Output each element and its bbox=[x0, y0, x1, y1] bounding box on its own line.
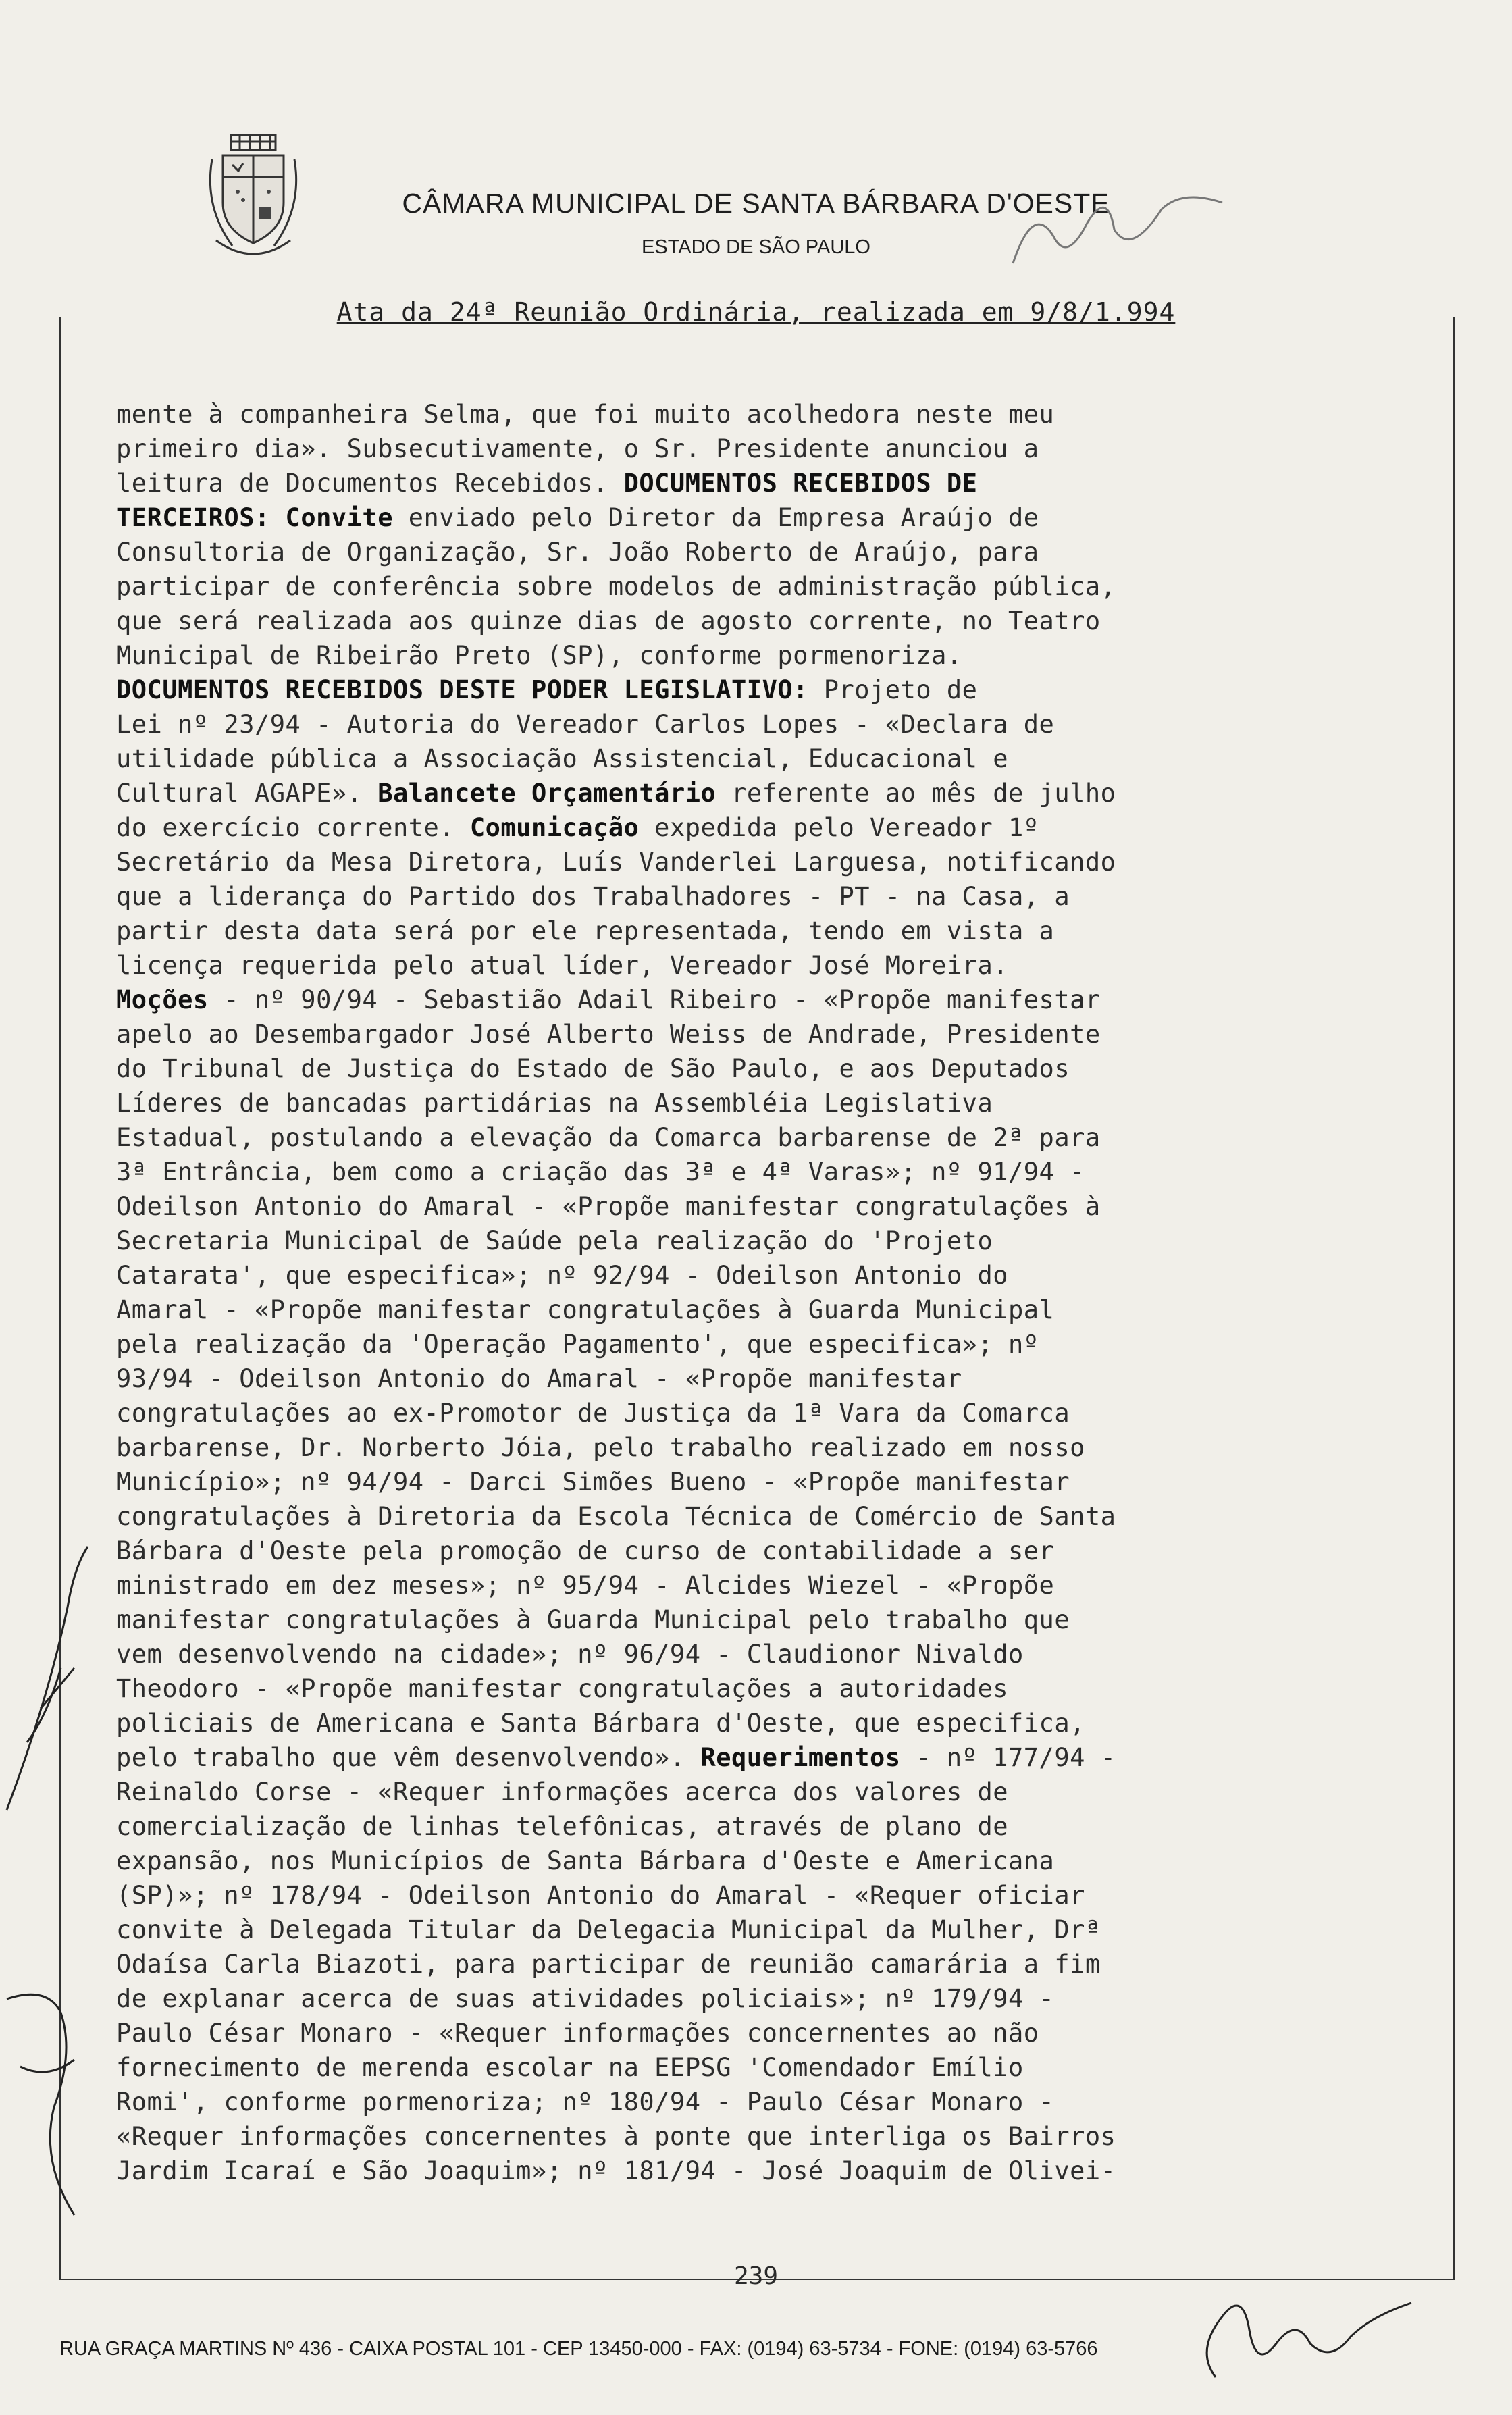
signature-margin-bottom-left bbox=[0, 1958, 108, 2229]
text-segment: do exercício corrente. bbox=[116, 813, 470, 842]
text-segment: «Requer informações concernentes à ponte que interliga os Bairros bbox=[116, 2122, 1116, 2151]
text-segment: que será realizada aos quinze dias de agosto corrente, no Teatro bbox=[116, 606, 1101, 635]
text-line bbox=[116, 535, 1451, 569]
organization-name: CÂMARA MUNICIPAL DE SANTA BÁRBARA D'OESTE bbox=[402, 188, 1110, 219]
text-segment: ministrado em dez meses»; nº 95/94 - Alcides Wiezel - «Propõe bbox=[116, 1571, 1055, 1600]
text-segment: Lei nº 23/94 - Autoria do Vereador Carlos Lopes - «Declara de bbox=[116, 710, 1055, 739]
text-segment: pela realização da 'Operação Pagamento', que especifica»; nº bbox=[116, 1330, 1039, 1359]
signature-top bbox=[999, 196, 1243, 290]
text-segment: Cultural AGAPE». bbox=[116, 779, 378, 808]
text-line bbox=[116, 776, 1451, 810]
text-line bbox=[116, 1258, 1451, 1293]
text-segment: primeiro dia». Subsecutivamente, o Sr. Presidente anunciou a bbox=[116, 434, 1039, 463]
text-line bbox=[116, 742, 1451, 776]
text-segment: apelo ao Desembargador José Alberto Weiss de Andrade, Presidente bbox=[116, 1020, 1101, 1049]
text-segment: - nº 90/94 - Sebastião Adail Ribeiro - «Propõe manifestar bbox=[208, 985, 1101, 1014]
text-line bbox=[116, 1327, 1451, 1361]
text-line bbox=[116, 1155, 1451, 1189]
text-segment: participar de conferência sobre modelos de administração pública, bbox=[116, 572, 1116, 601]
text-line bbox=[116, 1775, 1451, 1809]
text-line bbox=[116, 1293, 1451, 1327]
text-segment: Consultoria de Organização, Sr. João Roberto de Araújo, para bbox=[116, 538, 1039, 567]
text-segment: Paulo César Monaro - «Requer informações concernentes ao não bbox=[116, 2019, 1039, 2048]
signature-margin-left bbox=[0, 1540, 95, 1823]
text-segment: 3ª Entrância, bem como a criação das 3ª e 4ª Varas»; nº 91/94 - bbox=[116, 1158, 1085, 1187]
text-segment: partir desta data será por ele representada, tendo em vista a bbox=[116, 916, 1055, 945]
text-line bbox=[116, 2050, 1451, 2085]
text-segment: do Tribunal de Justiça do Estado de São Paulo, e aos Deputados bbox=[116, 1054, 1070, 1083]
text-line bbox=[116, 500, 1451, 535]
text-segment: barbarense, Dr. Norberto Jóia, pelo trabalho realizado em nosso bbox=[116, 1433, 1085, 1462]
text-segment: licença requerida pelo atual líder, Vereador José Moreira. bbox=[116, 951, 1009, 980]
text-line bbox=[116, 2085, 1451, 2119]
text-segment: congratulações ao ex-Promotor de Justiça da 1ª Vara da Comarca bbox=[116, 1399, 1070, 1428]
text-segment: Amaral - «Propõe manifestar congratulações à Guarda Municipal bbox=[116, 1295, 1055, 1324]
text-line bbox=[116, 1706, 1451, 1740]
text-line bbox=[116, 1981, 1451, 2016]
right-margin-rule bbox=[1453, 317, 1455, 2279]
text-line bbox=[116, 638, 1451, 673]
text-line bbox=[116, 1051, 1451, 1086]
text-line bbox=[116, 1637, 1451, 1671]
text-segment: comercialização de linhas telefônicas, através de plano de bbox=[116, 1812, 1009, 1841]
signature-bottom bbox=[1189, 2229, 1418, 2384]
text-segment: Catarata', que especifica»; nº 92/94 - Odeilson Antonio do bbox=[116, 1261, 1009, 1290]
text-segment: Municipal de Ribeirão Preto (SP), conforme pormenoriza. bbox=[116, 641, 962, 670]
text-line bbox=[116, 1878, 1451, 1913]
text-line bbox=[116, 2119, 1451, 2154]
text-line bbox=[116, 1499, 1451, 1534]
text-line bbox=[116, 1947, 1451, 1981]
text-line bbox=[116, 1396, 1451, 1430]
text-line bbox=[116, 432, 1451, 466]
text-line bbox=[116, 1603, 1451, 1637]
text-line bbox=[116, 1740, 1451, 1775]
text-segment: fornecimento de merenda escolar na EEPSG 'Comendador Emílio bbox=[116, 2053, 1024, 2082]
text-segment: Estadual, postulando a elevação da Comarca barbarense de 2ª para bbox=[116, 1123, 1101, 1152]
text-segment: pelo trabalho que vêm desenvolvendo». bbox=[116, 1743, 701, 1772]
text-line bbox=[116, 1120, 1451, 1155]
text-segment bbox=[270, 503, 286, 532]
text-line bbox=[116, 845, 1451, 879]
text-segment: Odeilson Antonio do Amaral - «Propõe manifestar congratulações à bbox=[116, 1192, 1101, 1221]
text-segment: Bárbara d'Oeste pela promoção de curso de contabilidade a ser bbox=[116, 1536, 1055, 1565]
text-segment: Secretário da Mesa Diretora, Luís Vanderlei Larguesa, notificando bbox=[116, 848, 1116, 877]
text-line bbox=[116, 914, 1451, 948]
text-segment: manifestar congratulações à Guarda Municipal pelo trabalho que bbox=[116, 1605, 1070, 1634]
text-line bbox=[116, 1430, 1451, 1465]
text-line bbox=[116, 569, 1451, 604]
bold-heading: DOCUMENTOS RECEBIDOS DESTE PODER LEGISLATIVO: bbox=[116, 675, 808, 704]
text-segment: de explanar acerca de suas atividades policiais»; nº 179/94 - bbox=[116, 1984, 1055, 2013]
text-line bbox=[116, 1844, 1451, 1878]
text-line bbox=[116, 466, 1451, 500]
text-line bbox=[116, 1913, 1451, 1947]
text-line bbox=[116, 1568, 1451, 1603]
bold-heading: Balancete Orçamentário bbox=[377, 779, 716, 808]
text-segment: policiais de Americana e Santa Bárbara d'Oeste, que especifica, bbox=[116, 1709, 1085, 1738]
text-segment: convite à Delegada Titular da Delegacia Municipal da Mulher, Drª bbox=[116, 1915, 1101, 1944]
text-segment: Odaísa Carla Biazoti, para participar de reunião camarária a fim bbox=[116, 1950, 1101, 1979]
minutes-body bbox=[116, 397, 1451, 2188]
text-line bbox=[116, 1224, 1451, 1258]
text-line bbox=[116, 983, 1451, 1017]
text-line bbox=[116, 1465, 1451, 1499]
text-segment: Theodoro - «Propõe manifestar congratulações a autoridades bbox=[116, 1674, 1009, 1703]
bold-heading: Moções bbox=[116, 985, 209, 1014]
text-line bbox=[116, 2154, 1451, 2188]
text-line bbox=[116, 879, 1451, 914]
text-segment: que a liderança do Partido dos Trabalhadores - PT - na Casa, a bbox=[116, 882, 1070, 911]
text-segment: mente à companheira Selma, que foi muito acolhedora neste meu bbox=[116, 400, 1055, 429]
text-line bbox=[116, 1361, 1451, 1396]
document-title: Ata da 24ª Reunião Ordinária, realizada em 9/8/1.994 bbox=[336, 297, 1176, 327]
text-segment: vem desenvolvendo na cidade»; nº 96/94 - Claudionor Nivaldo bbox=[116, 1640, 1024, 1669]
text-segment: referente ao mês de julho bbox=[716, 779, 1116, 808]
text-line bbox=[116, 1017, 1451, 1051]
text-segment: Secretaria Municipal de Saúde pela realização do 'Projeto bbox=[116, 1226, 993, 1255]
text-segment: enviado pelo Diretor da Empresa Araújo de bbox=[392, 503, 1039, 532]
text-line bbox=[116, 397, 1451, 432]
text-line bbox=[116, 1086, 1451, 1120]
page-number: 239 bbox=[733, 2262, 779, 2290]
organization-state: ESTADO DE SÃO PAULO bbox=[642, 236, 870, 258]
bold-heading: Comunicação bbox=[469, 813, 640, 842]
text-segment: expedida pelo Vereador 1º bbox=[639, 813, 1039, 842]
text-line bbox=[116, 673, 1451, 707]
footer-address: RUA GRAÇA MARTINS Nº 436 - CAIXA POSTAL 101 - CEP 13450-000 - FAX: (0194) 63-5734 - FONE: (0194) 63-5766 bbox=[59, 2338, 1098, 2360]
bold-heading: DOCUMENTOS RECEBIDOS DE bbox=[623, 469, 978, 498]
text-segment: Reinaldo Corse - «Requer informações acerca dos valores de bbox=[116, 1777, 1009, 1807]
text-segment: Jardim Icaraí e São Joaquim»; nº 181/94 - José Joaquim de Olivei- bbox=[116, 2156, 1116, 2185]
text-segment: 93/94 - Odeilson Antonio do Amaral - «Propõe manifestar bbox=[116, 1364, 962, 1393]
bold-heading: Requerimentos bbox=[700, 1743, 901, 1772]
text-line bbox=[116, 1809, 1451, 1844]
text-line bbox=[116, 1534, 1451, 1568]
text-segment: utilidade pública a Associação Assistencial, Educacional e bbox=[116, 744, 1009, 773]
text-segment: Romi', conforme pormenoriza; nº 180/94 - Paulo César Monaro - bbox=[116, 2087, 1055, 2117]
text-segment: Município»; nº 94/94 - Darci Simões Bueno - «Propõe manifestar bbox=[116, 1468, 1070, 1497]
text-segment: (SP)»; nº 178/94 - Odeilson Antonio do Amaral - «Requer oficiar bbox=[116, 1881, 1085, 1910]
text-line bbox=[116, 1189, 1451, 1224]
text-line bbox=[116, 948, 1451, 983]
text-line bbox=[116, 2016, 1451, 2050]
text-segment: leitura de Documentos Recebidos. bbox=[116, 469, 624, 498]
text-segment: - nº 177/94 - bbox=[900, 1743, 1116, 1772]
text-segment: Líderes de bancadas partidárias na Assembléia Legislativa bbox=[116, 1089, 993, 1118]
text-segment: congratulações à Diretoria da Escola Técnica de Comércio de Santa bbox=[116, 1502, 1116, 1531]
text-segment: Projeto de bbox=[808, 675, 978, 704]
text-line bbox=[116, 1671, 1451, 1706]
text-line bbox=[116, 604, 1451, 638]
text-line bbox=[116, 810, 1451, 845]
text-segment: expansão, nos Municípios de Santa Bárbara d'Oeste e Americana bbox=[116, 1846, 1055, 1875]
bold-heading: Convite bbox=[285, 503, 393, 532]
bold-heading: TERCEIROS: bbox=[116, 503, 270, 532]
text-line bbox=[116, 707, 1451, 742]
